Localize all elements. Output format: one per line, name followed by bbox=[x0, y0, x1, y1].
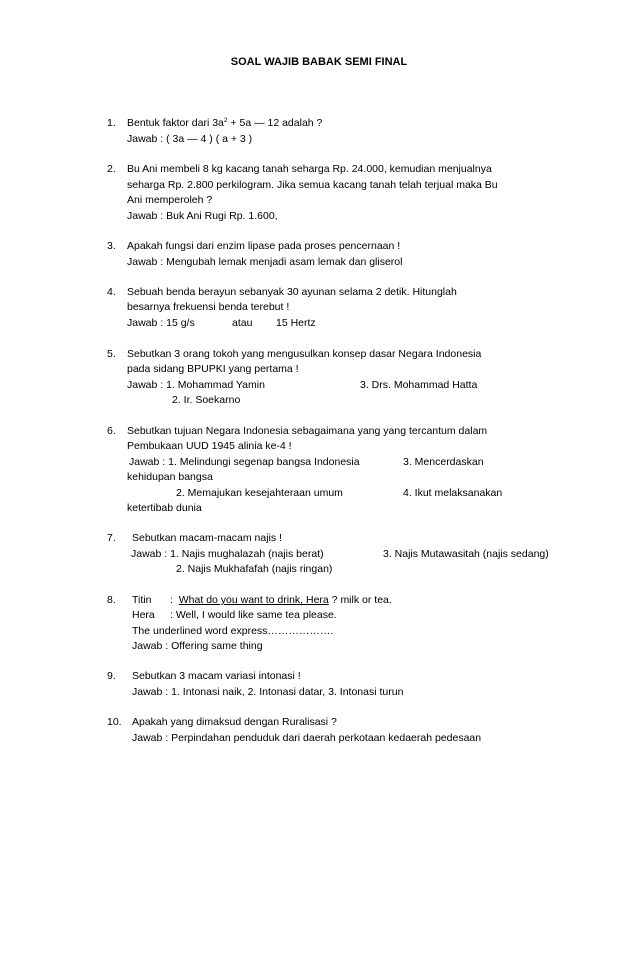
question-line: besarnya frekuensi benda terebut ! bbox=[127, 301, 290, 313]
question-text: The underlined word express………………. bbox=[132, 625, 334, 637]
question-line: pada sidang BPUPKI yang pertama ! bbox=[127, 363, 299, 375]
question-number: 2. bbox=[107, 163, 116, 175]
answer-text: 2. Ir. Soekarno bbox=[172, 394, 241, 406]
question-line: Sebuah benda berayun sebanyak 30 ayunan selama 2 detik. Hitunglah bbox=[127, 286, 457, 298]
dialogue-line bbox=[170, 595, 392, 606]
question-text-part: + 5a — 12 adalah ? bbox=[227, 117, 323, 129]
question-number: 5. bbox=[107, 348, 116, 360]
answer-text: Jawab : 15 g/s bbox=[127, 317, 195, 329]
question-line: Bu Ani membeli 8 kg kacang tanah seharga Rp. 24.000, kemudian menjualnya bbox=[127, 163, 492, 175]
question-text: Sebutkan macam-macam najis ! bbox=[132, 532, 282, 544]
question-line: Sebutkan tujuan Negara Indonesia sebagaimana yang yang tercantum dalam bbox=[127, 425, 488, 437]
speaker-name: Titin bbox=[132, 594, 152, 606]
question-number: 3. bbox=[107, 240, 116, 252]
question-number: 9. bbox=[107, 670, 116, 682]
answer-text: 4. Ikut melaksanakan bbox=[403, 487, 503, 499]
question-text: Sebutkan 3 macam variasi intonasi ! bbox=[132, 670, 301, 682]
answer-text: Jawab : Buk Ani Rugi Rp. 1.600, bbox=[127, 210, 278, 222]
question-number: 10. bbox=[107, 716, 122, 728]
answer-text: 3. Drs. Mohammad Hatta bbox=[360, 379, 478, 391]
question-number: 6. bbox=[107, 425, 116, 437]
answer-text: 2. Najis Mukhafafah (najis ringan) bbox=[176, 563, 333, 575]
answer-text: Jawab : Offering same thing bbox=[132, 640, 263, 652]
question-line: Ani memperoleh ? bbox=[127, 194, 213, 206]
answer-text: Jawab : 1. Intonasi naik, 2. Intonasi datar, 3. Intonasi turun bbox=[132, 686, 404, 698]
document-title: SOAL WAJIB BABAK SEMI FINAL bbox=[230, 56, 408, 68]
colon: : bbox=[170, 594, 173, 606]
question-text bbox=[127, 118, 322, 129]
answer-text: Jawab : ( 3a — 4 ) ( a + 3 ) bbox=[127, 133, 253, 145]
answer-text: Jawab : 1. Mohammad Yamin bbox=[127, 379, 265, 391]
answer-text: Jawab : 1. Melindungi segenap bangsa Indonesia bbox=[129, 456, 360, 468]
question-text-part: Bentuk faktor dari 3a bbox=[127, 117, 224, 129]
answer-text: atau bbox=[232, 317, 253, 329]
answer-text: 15 Hertz bbox=[276, 317, 316, 329]
answer-text: Jawab : 1. Najis mughalazah (najis berat) bbox=[131, 548, 324, 560]
question-number: 1. bbox=[107, 117, 116, 129]
question-number: 4. bbox=[107, 286, 116, 298]
question-line: Sebutkan 3 orang tokoh yang mengusulkan konsep dasar Negara Indonesia bbox=[127, 348, 482, 360]
answer-text: 3. Mencerdaskan bbox=[403, 456, 484, 468]
answer-text: Jawab : Perpindahan penduduk dari daerah perkotaan kedaerah pedesaan bbox=[132, 732, 482, 744]
answer-text: 2. Memajukan kesejahteraan umum bbox=[176, 487, 343, 499]
answer-text: 3. Najis Mutawasitah (najis sedang) bbox=[383, 548, 549, 560]
superscript: 2 bbox=[223, 117, 228, 124]
speaker-name: Hera bbox=[132, 609, 155, 621]
question-text: Apakah fungsi dari enzim lipase pada proses pencernaan ! bbox=[127, 240, 401, 252]
question-text: Apakah yang dimaksud dengan Ruralisasi ? bbox=[132, 716, 337, 728]
question-number: 8. bbox=[107, 594, 116, 606]
answer-text: Jawab : Mengubah lemak menjadi asam lemak dan gliserol bbox=[127, 256, 403, 268]
dialogue-line: : Well, I would like same tea please. bbox=[170, 609, 337, 621]
question-line: seharga Rp. 2.800 perkilogram. Jika semua kacang tanah telah terjual maka Bu bbox=[127, 179, 498, 191]
question-number: 7. bbox=[107, 532, 116, 544]
dialogue-rest: ? milk or tea. bbox=[328, 594, 392, 606]
underlined-phrase: What do you want to drink, Hera bbox=[178, 594, 329, 606]
answer-text: kehidupan bangsa bbox=[127, 471, 213, 483]
question-line: Pembukaan UUD 1945 alinia ke-4 ! bbox=[127, 440, 292, 452]
answer-text: ketertibab dunia bbox=[127, 502, 202, 514]
